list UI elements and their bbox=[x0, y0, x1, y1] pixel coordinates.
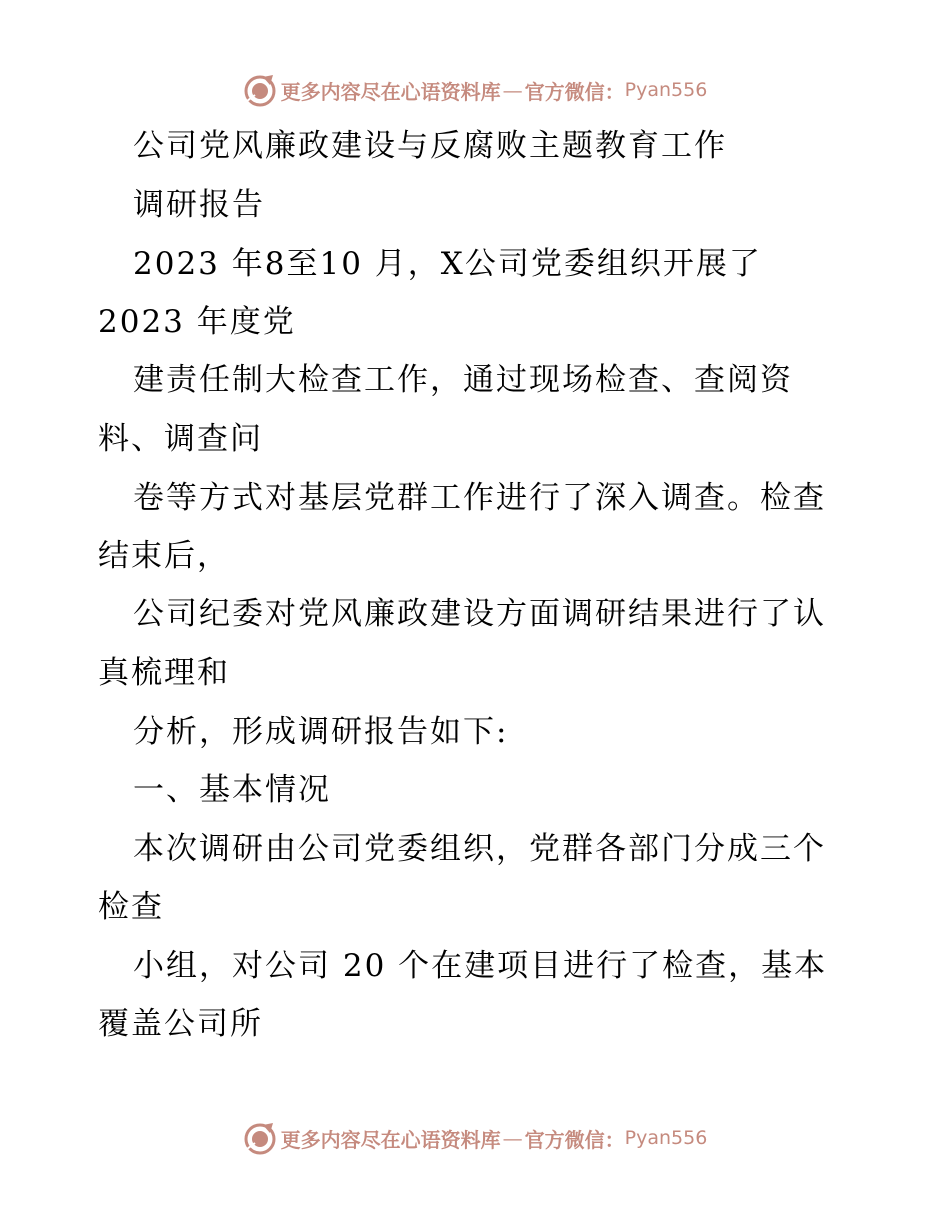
header-watermark bbox=[0, 70, 950, 110]
watermark-account-label: 官方微信： bbox=[524, 79, 625, 104]
watermark-handle: Pyan556 bbox=[624, 1127, 708, 1149]
watermark-account-label: 官方微信： bbox=[524, 1127, 625, 1152]
watermark-dash: — bbox=[502, 78, 523, 102]
paragraph-line: 料、调查问 bbox=[98, 421, 263, 457]
paragraph-line: 2023 年8至10 月，X公司党委组织开展了 bbox=[133, 246, 762, 282]
paragraph-line: 检查 bbox=[98, 889, 164, 925]
document-title-line-2: 调研报告 bbox=[133, 187, 265, 223]
watermark-text: 更多内容尽在心语资料库 bbox=[280, 1127, 501, 1152]
footer-watermark bbox=[0, 1118, 950, 1158]
paragraph-line: 本次调研由公司党委组织，党群各部门分成三个 bbox=[133, 831, 826, 867]
watermark-dash: — bbox=[502, 1126, 523, 1150]
paragraph-line: 公司纪委对党风廉政建设方面调研结果进行了认 bbox=[133, 596, 826, 632]
watermark-handle: Pyan556 bbox=[624, 79, 708, 101]
pen-logo-icon bbox=[243, 73, 277, 107]
paragraph-line: 真梳理和 bbox=[98, 655, 230, 691]
paragraph-line: 小组，对公司 20 个在建项目进行了检查，基本 bbox=[133, 948, 828, 984]
watermark-text: 更多内容尽在心语资料库 bbox=[280, 79, 501, 104]
paragraph-line: 分析，形成调研报告如下: bbox=[133, 714, 509, 750]
paragraph-line: 覆盖公司所 bbox=[98, 1006, 263, 1042]
paragraph-line: 结束后， bbox=[98, 538, 230, 574]
section-heading: 一、基本情况 bbox=[133, 772, 331, 808]
pen-logo-icon bbox=[243, 1121, 277, 1155]
document-title-line-1: 公司党风廉政建设与反腐败主题教育工作 bbox=[133, 128, 727, 164]
paragraph-line: 卷等方式对基层党群工作进行了深入调查。检查 bbox=[133, 480, 826, 516]
paragraph-line: 2023 年度党 bbox=[98, 304, 296, 340]
paragraph-line: 建责任制大检查工作，通过现场检查、查阅资 bbox=[133, 362, 793, 398]
